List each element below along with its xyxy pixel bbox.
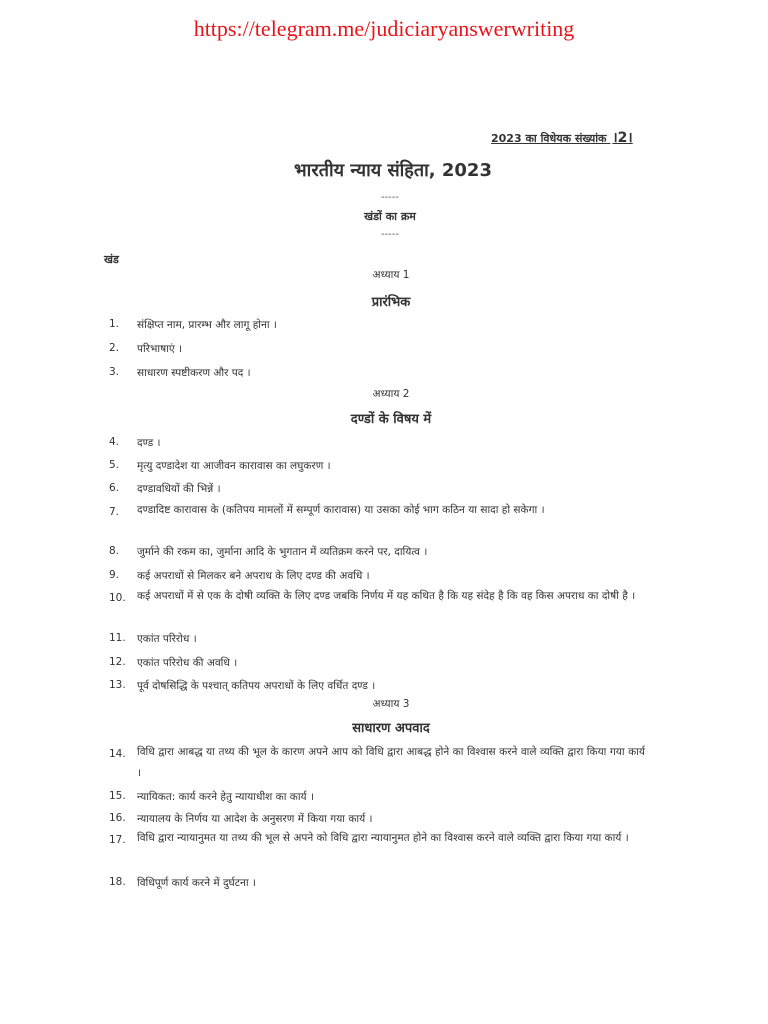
clause-number: 3. xyxy=(109,366,120,378)
clause-number: 9. xyxy=(109,569,120,581)
clause-number: 15. xyxy=(109,790,126,802)
clause-text: साधारण स्पष्टीकरण और पद । xyxy=(137,367,251,379)
clause-text: दण्डावधियों की भिन्नें । xyxy=(137,483,221,495)
contents-subtitle: खंडों का क्रम xyxy=(364,210,416,223)
clause-text: मृत्यु दण्डादेश या आजीवन कारावास का लघुकरण । xyxy=(137,460,331,472)
clause-text: न्यायालय के निर्णय या आदेश के अनुसरण में किया गया कार्य । xyxy=(137,813,373,825)
clause-text: दण्डादिष्ट कारावास के (कतिपय मामलों में सम्पूर्ण कारावास) या उसका कोई भाग कठिन या सादा हो सकेगा । xyxy=(137,504,545,516)
clause-number: 17. xyxy=(109,834,126,846)
clause-text: पूर्व दोषसिद्धि के पश्चात् कतिपय अपराधों के लिए वर्धित दण्ड । xyxy=(137,680,376,692)
bill-number-value: ।2। xyxy=(612,130,633,146)
telegram-link[interactable]: https://telegram.me/judiciaryanswerwriting xyxy=(193,16,575,41)
page-title: भारतीय न्याय संहिता, 2023 xyxy=(294,160,492,181)
clause-text: विधिपूर्ण कार्य करने में दुर्घटना । xyxy=(137,877,256,889)
bill-number xyxy=(491,128,633,147)
clause-text: परिभाषाएं । xyxy=(137,343,182,355)
clause-number: 10. xyxy=(109,592,126,604)
clause-text: कई अपराधों से मिलकर बने अपराध के लिए दण्ड की अवधि । xyxy=(137,570,370,582)
chapter-title: प्रारंभिक xyxy=(371,295,411,310)
bill-number-label: 2023 का विधेयक संख्यांक xyxy=(491,132,607,145)
clause-number: 16. xyxy=(109,812,126,824)
clause-text: दण्ड । xyxy=(137,437,161,449)
clause-number: 8. xyxy=(109,545,120,557)
clause-text: न्यायिकत: कार्य करने हेतु न्यायाधीश का कार्य । xyxy=(137,791,314,803)
clause-text: संक्षिप्त नाम, प्रारम्भ और लागू होना । xyxy=(137,319,277,331)
clause-column-label: खंड xyxy=(104,253,119,266)
clause-number: 18. xyxy=(109,876,126,888)
clause-number: 7. xyxy=(109,506,120,518)
clause-text: जुर्माने की रकम का, जुर्माना आदि के भुगतान में व्यतिक्रम करने पर, दायित्व । xyxy=(137,546,428,558)
clause-number: 12. xyxy=(109,656,126,668)
clause-number: 4. xyxy=(109,436,120,448)
clause-number: 5. xyxy=(109,459,120,471)
clause-number: 14. xyxy=(109,748,126,760)
chapter-label: अध्याय 2 xyxy=(372,388,410,400)
clause-text: विधि द्वारा न्यायानुमत या तथ्य की भूल से अपने को विधि द्वारा न्यायानुमत होने का विश्वास करने वाले व्यक्ति द्वारा किया गया कार्य । xyxy=(137,832,629,844)
clause-text: एकांत परिरोध । xyxy=(137,633,197,645)
clause-text: कई अपराधों में से एक के दोषी व्यक्ति के लिए दण्ड जबकि निर्णय में यह कथित है कि यह संदेह है कि वह किस अपराध का दोषी है । xyxy=(137,590,636,602)
clause-text: विधि द्वारा आबद्ध या तथ्य की भूल के कारण अपने आप को विधि द्वारा आबद्ध होने का विश्वास करने वाले व्यक्ति द्वारा किया गया कार्य । xyxy=(137,746,645,779)
clause-number: 2. xyxy=(109,342,120,354)
clause-number: 13. xyxy=(109,679,126,691)
chapter-title: साधारण अपवाद xyxy=(352,721,430,736)
chapter-title: दण्डों के विषय में xyxy=(350,412,432,427)
clause-number: 11. xyxy=(109,632,126,644)
chapter-label: अध्याय 1 xyxy=(372,269,410,281)
clause-number: 1. xyxy=(109,318,120,330)
clause-text: एकांत परिरोध की अवधि । xyxy=(137,657,238,669)
chapter-label: अध्याय 3 xyxy=(372,698,410,710)
divider-dash: ----- xyxy=(380,229,400,240)
divider-dash: ----- xyxy=(380,192,400,203)
clause-number: 6. xyxy=(109,482,120,494)
